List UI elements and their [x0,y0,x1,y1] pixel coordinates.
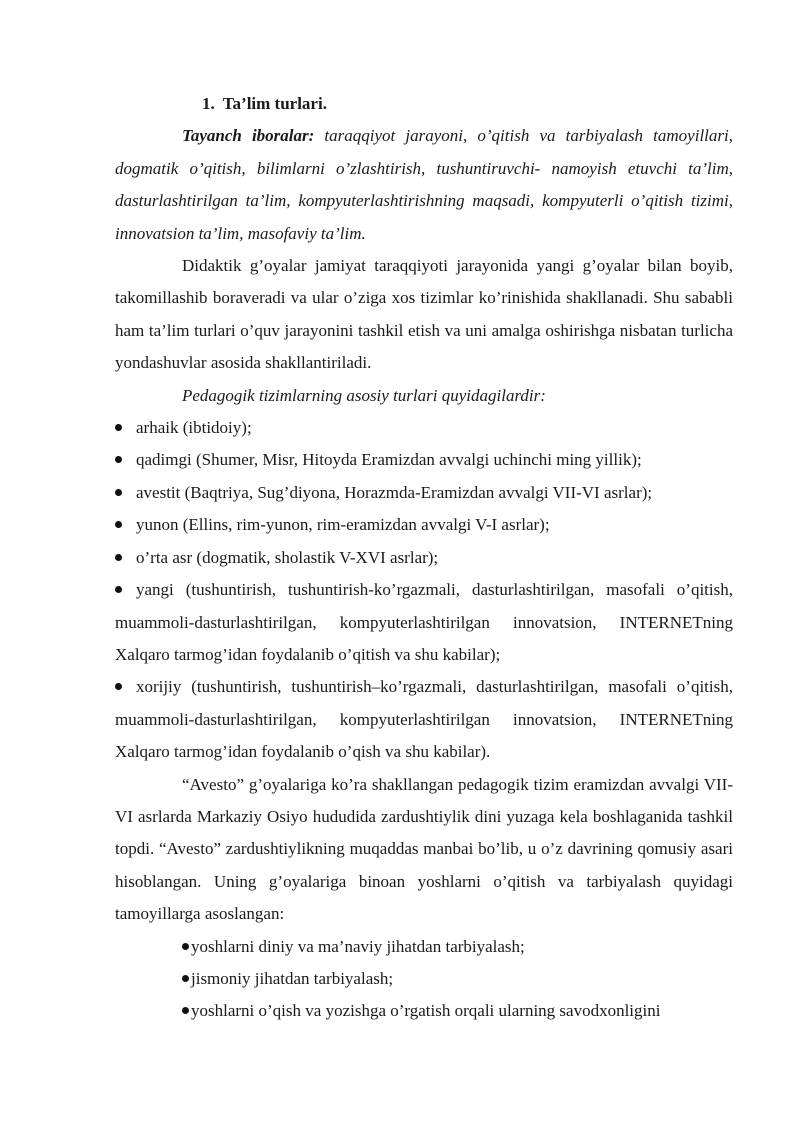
bullet-icon [115,424,122,431]
list-item [115,444,733,476]
keywords-label: Tayanch iboralar: [182,126,315,146]
list-item [115,963,733,995]
bullet-icon [115,521,122,528]
list-item [115,542,733,574]
types-list-intro: Pedagogik tizimlarning asosiy turlari quyidagilardir: [182,385,546,405]
document-body [115,88,733,1028]
bullet-icon [115,554,122,561]
pedagogical-types-list [115,412,733,768]
list-item-text: yoshlarni diniy va ma’naviy jihatdan tarbiyalash; [191,936,525,956]
list-item [115,931,733,963]
section-number: 1. [202,94,215,113]
section-title: Ta’lim turlari. [222,94,327,113]
bullet-icon [182,943,189,950]
list-item-text: o’rta asr (dogmatik, sholastik V-XVI asrlar); [136,547,439,567]
list-item [115,412,733,444]
list-item [115,477,733,509]
list-item [115,574,733,671]
paragraph-didactic-ideas: Didaktik g’oyalar jamiyat taraqqiyoti jarayonida yangi g’oyalar bilan boyib, takomillashib boraveradi va ular o’ziga xos tizimlar ko’rinishida shakllanadi. Shu sababli ham ta’lim turlari o’quv jarayonini tashkil etish va uni amalga oshirishga nisbatan turlicha yondashuvlar asosida shakllantiriladi. [115,256,733,373]
list-item-text: yangi (tushuntirish, tushuntirish-ko’rgazmali, dasturlashtirilgan, masofali o’qitish, muammoli-dasturlashtirilgan, kompyuterlashtirilgan innovatsion, INTERNETning Xalqaro tarmog’idan foydalanib o’qitish va shu kabilar); [115,580,733,664]
list-item-text: arhaik (ibtidoiy); [136,418,252,438]
list-item-text: qadimgi (Shumer, Misr, Hitoyda Eramizdan avvalgi uchinchi ming yillik); [136,450,642,470]
paragraph-avesto: “Avesto” g’oyalariga ko’ra shakllangan pedagogik tizim eramizdan avvalgi VII-VI asrlarda Markaziy Osiyo hududida zardushtiylik dini yuzaga kela boshlaganida tashkil topdi. “Avesto” zardushtiylikning muqaddas manbai bo’lib, u o’z davrining qomusiy asari hisoblangan. Uning g’oyalariga binoan yoshlarni o’qitish va tarbiyalash quyidagi tamoyillarga asoslangan: [115,774,733,924]
list-item [115,995,733,1027]
bullet-icon [115,456,122,463]
list-item-text: yunon (Ellins, rim-yunon, rim-eramizdan avvalgi V-I asrlar); [136,515,550,535]
keywords-terms: taraqqiyot jarayoni, o’qitish va tarbiyalash tamoyillari, dogmatik o’qitish, bilimlarni o’zlashtirish, tushuntiruvchi- namoyish etuvchi ta’lim, dasturlashtirilgan ta’lim, kompyuterlashtirishning maqsadi, kompyuterli o’qitish tizimi, innovatsion ta’lim, masofaviy ta’lim. [115,126,733,243]
bullet-icon [115,489,122,496]
bullet-icon [115,586,122,593]
list-item [115,509,733,541]
bullet-icon [182,1007,189,1014]
list-item [115,671,733,768]
list-item-text: xorijiy (tushuntirish, tushuntirish–ko’rgazmali, dasturlashtirilgan, masofali o’qitish, muammoli-dasturlashtirilgan, kompyuterlashtirilgan innovatsion, INTERNETning Xalqaro tarmog’idan foydalanib o’qish va shu kabilar). [115,677,733,762]
list-item-text: avestit (Baqtriya, Sug’diyona, Horazmda-Eramizdan avvalgi VII-VI asrlar); [136,482,653,502]
section-heading [202,88,733,120]
list-item-text: jismoniy jihatdan tarbiyalash; [191,968,394,988]
avesto-principles-list [115,931,733,1028]
bullet-icon [182,975,189,982]
list-item-text: yoshlarni o’qish va yozishga o’rgatish orqali ularning savodxonligini [191,1001,661,1021]
keywords-paragraph [115,120,733,250]
bullet-icon [115,683,122,690]
